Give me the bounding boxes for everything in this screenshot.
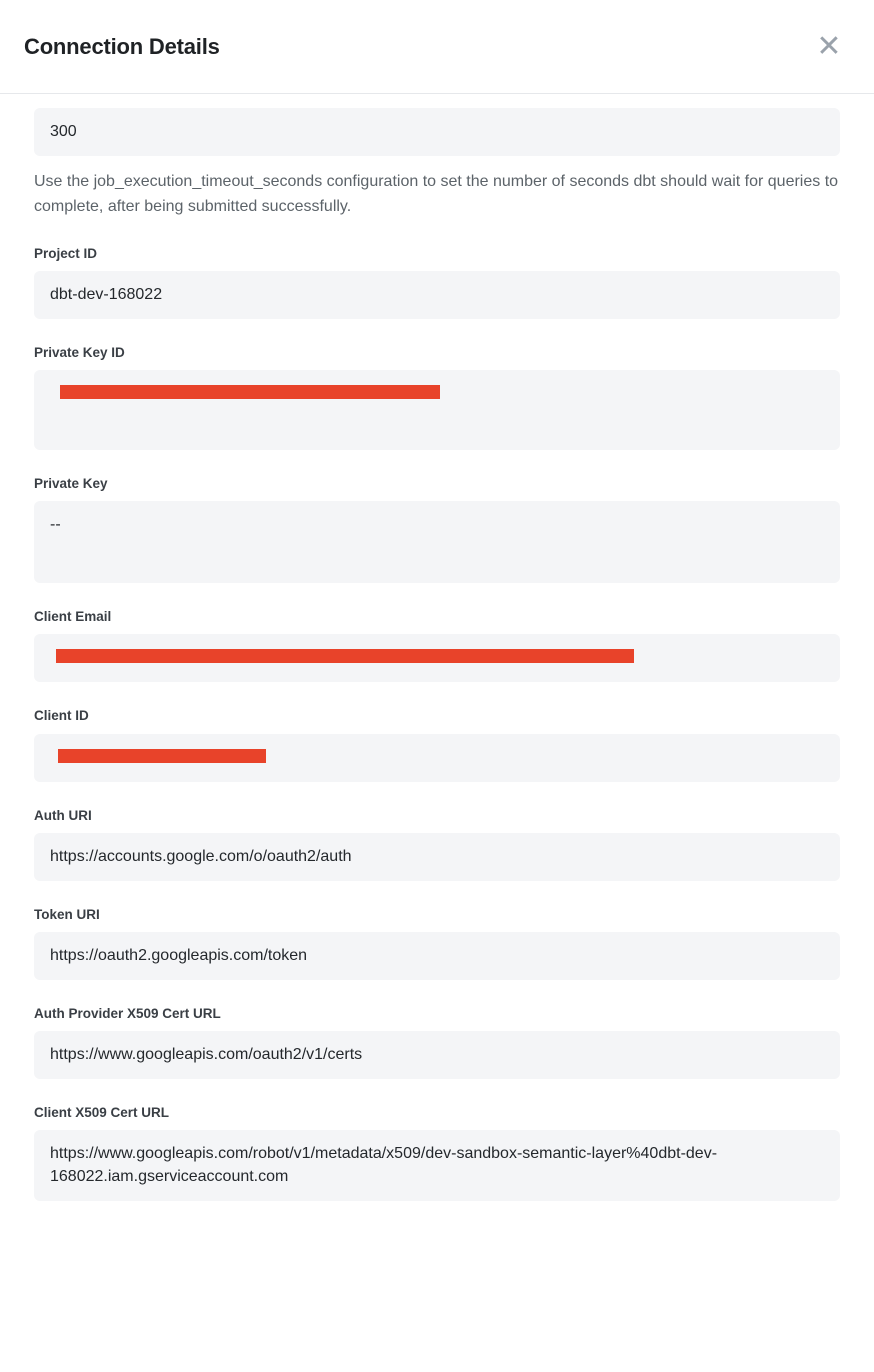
field-label-token-uri: Token URI [34, 906, 100, 922]
field-auth-provider-x509-cert-url [34, 1006, 840, 1079]
field-value-auth-provider-x509-cert-url[interactable]: https://www.googleapis.com/oauth2/v1/certs [34, 1031, 840, 1079]
field-value-client-id[interactable] [34, 734, 840, 782]
field-project-id [34, 246, 840, 319]
field-job-execution-timeout [34, 94, 840, 220]
field-value-auth-uri[interactable]: https://accounts.google.com/o/oauth2/auth [34, 833, 840, 881]
field-client-id [34, 708, 840, 781]
close-icon[interactable]: ✕ [812, 30, 846, 64]
field-label-client-x509-cert-url: Client X509 Cert URL [34, 1105, 170, 1121]
page-title: Connection Details [24, 33, 220, 59]
field-value-client-email[interactable] [34, 634, 840, 682]
field-value-private-key[interactable]: -- [34, 501, 840, 583]
field-label-client-email: Client Email [34, 609, 112, 625]
field-value-token-uri[interactable]: https://oauth2.googleapis.com/token [34, 932, 840, 980]
field-value-client-x509-cert-url[interactable]: https://www.googleapis.com/robot/v1/metadata/x509/dev-sandbox-semantic-layer%40dbt-dev-168022.iam.gserviceaccount.com [34, 1130, 840, 1200]
field-client-x509-cert-url [34, 1105, 840, 1201]
field-value-timeout[interactable]: 300 [34, 108, 840, 156]
helper-text-timeout: Use the job_execution_timeout_seconds configuration to set the number of seconds dbt should wait for queries to complete, after being submitted successfully. [34, 173, 839, 215]
field-value-project-id[interactable]: dbt-dev-168022 [34, 271, 840, 319]
field-label-private-key-id: Private Key ID [34, 344, 125, 360]
field-auth-uri [34, 808, 840, 881]
field-token-uri [34, 907, 840, 980]
modal-body-scroll[interactable] [0, 94, 874, 1372]
field-label-auth-provider-x509-cert-url: Auth Provider X509 Cert URL [34, 1005, 221, 1021]
field-client-email [34, 609, 840, 682]
field-private-key [34, 476, 840, 583]
field-label-project-id: Project ID [34, 245, 98, 261]
field-label-auth-uri: Auth URI [34, 807, 92, 823]
field-label-client-id: Client ID [34, 708, 89, 724]
field-label-private-key: Private Key [34, 475, 108, 491]
field-value-private-key-id[interactable] [34, 370, 840, 450]
modal-header [0, 0, 874, 94]
field-private-key-id [34, 345, 840, 450]
